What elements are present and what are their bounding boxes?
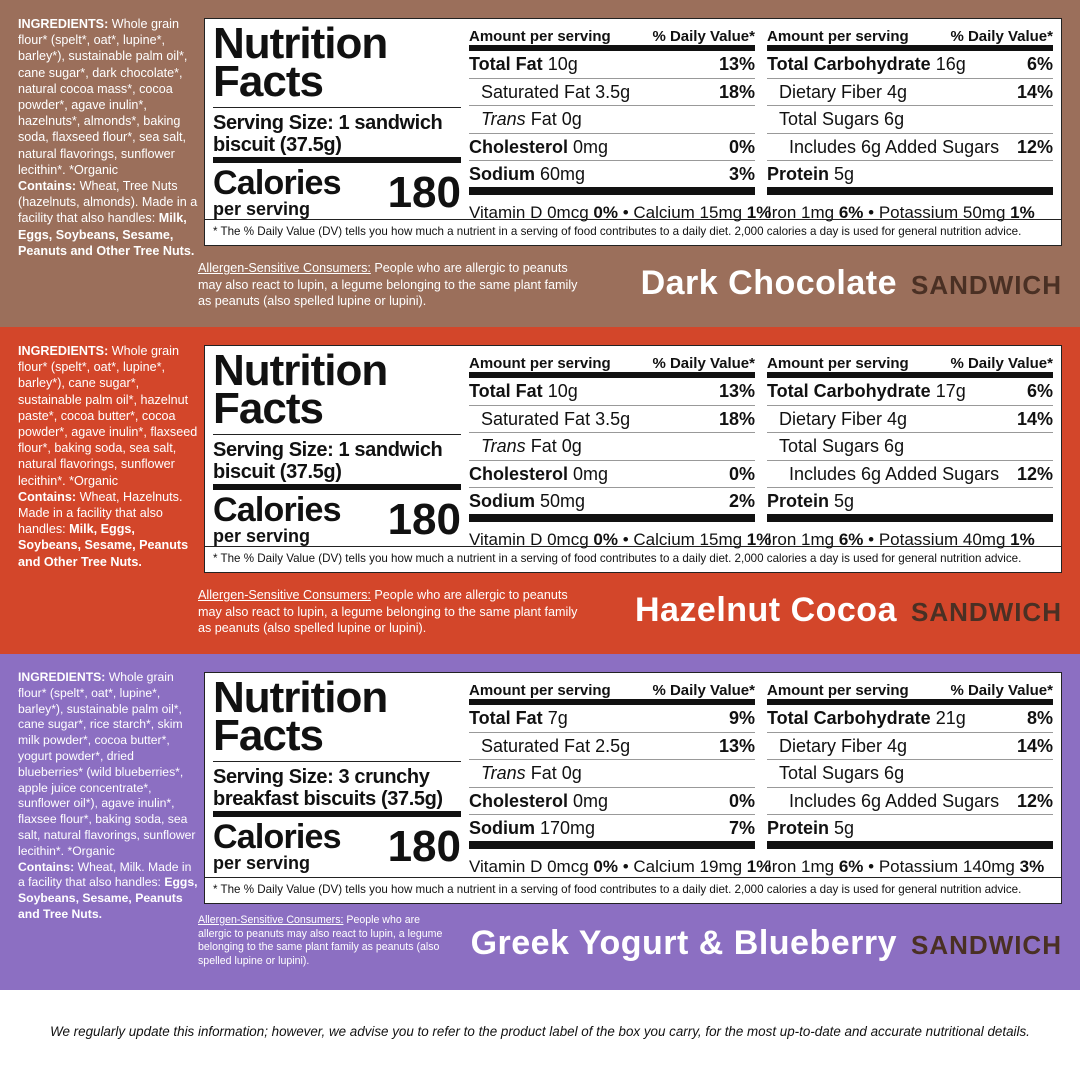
saturated-fat-row-dv: 18% xyxy=(718,81,755,102)
sodium-row xyxy=(469,488,755,522)
daily-value-header: % Daily Value* xyxy=(652,28,755,45)
added-sugars-row-dv: 12% xyxy=(1016,463,1053,484)
column-header xyxy=(767,25,1053,51)
sodium-row xyxy=(469,815,755,849)
protein-row-name xyxy=(767,488,854,514)
cholesterol-row xyxy=(469,461,755,489)
trans-fat-row-name xyxy=(469,106,582,133)
total-fat-amount: 10g xyxy=(547,381,578,401)
title-line-1: Nutrition xyxy=(213,19,388,68)
total-fat-row xyxy=(469,378,755,406)
total-fat-row-dv: 13% xyxy=(718,381,755,401)
vitamins-right xyxy=(767,855,1044,879)
saturated-fat-row-name xyxy=(469,406,630,433)
calories-value: 180 xyxy=(387,168,461,217)
iron: Iron 1mg xyxy=(767,857,835,876)
ingredients-block xyxy=(18,670,198,923)
title-line-1: Nutrition xyxy=(213,673,388,722)
nutrition-facts-panel xyxy=(204,345,1062,573)
contains-text: Wheat, Tree Nuts (hazelnuts, almonds). Made in a facility that also handles: xyxy=(18,179,198,226)
vitamin-d: Vitamin D 0mcg xyxy=(469,530,589,549)
cholesterol-row xyxy=(469,788,755,816)
band-dark-chocolate xyxy=(0,0,1080,327)
calcium: • Calcium 15mg xyxy=(622,530,743,549)
total-fat-row-dv: 9% xyxy=(728,708,755,728)
saturated-fat-row-dv: 18% xyxy=(718,408,755,429)
fiber-row xyxy=(767,79,1053,107)
potassium-dv: 3% xyxy=(1019,857,1045,876)
iron-dv: 6% xyxy=(838,203,864,222)
fiber-amount: 4g xyxy=(887,408,908,429)
daily-value-header: % Daily Value* xyxy=(950,28,1053,45)
trans-fat-row-name xyxy=(469,760,582,787)
calories-block xyxy=(213,811,461,871)
added-sugars: Includes 6g Added Sugars xyxy=(789,463,1000,484)
daily-value-header: % Daily Value* xyxy=(652,682,755,699)
carbohydrate-row xyxy=(767,705,1053,733)
flavor-name: Dark Chocolate xyxy=(640,264,897,302)
ingredients-text: Whole grain flour* (spelt*, oat*, lupine*, barley*), cane sugar*, sustainable palm oil*, hazelnut paste*, cocoa butter*, cocoa powder*, agave inulin*, flaxseed flour*, baking soda, sea salt, natural flavorings, sunflower lecithin*. *Organic xyxy=(18,344,198,488)
allergen-notice xyxy=(198,587,578,637)
cholesterol-label: Cholesterol xyxy=(469,136,569,157)
contains-allergens: Milk, Eggs, Soybeans, Sesame, Peanuts and Other Tree Nuts. xyxy=(18,211,195,258)
daily-value-header: % Daily Value* xyxy=(652,355,755,372)
saturated-fat-row xyxy=(469,79,755,107)
potassium: • Potassium 50mg xyxy=(868,203,1006,222)
contains-allergens: Eggs, Soybeans, Sesame, Peanuts and Tree Nuts. xyxy=(18,875,198,921)
contains-label: Contains: xyxy=(18,179,77,194)
flavor-type: SANDWICH xyxy=(911,270,1062,300)
fiber-row xyxy=(767,406,1053,434)
fiber-row xyxy=(767,733,1053,761)
title-line-2: Facts xyxy=(213,57,323,106)
flavor-type: SANDWICH xyxy=(911,597,1062,627)
calcium-dv: 1% xyxy=(746,203,772,222)
ingredients-block xyxy=(18,343,198,570)
allergen-notice xyxy=(198,260,578,310)
ingredients-block xyxy=(18,16,198,259)
flavor-type: SANDWICH xyxy=(911,930,1062,960)
added-sugars-row-name xyxy=(767,134,999,161)
band-hazelnut-cocoa xyxy=(0,327,1080,654)
cholesterol-row-name xyxy=(469,788,608,815)
title-line-1: Nutrition xyxy=(213,346,388,395)
calories-block xyxy=(213,484,461,544)
sodium-label: Sodium xyxy=(469,164,535,184)
carbohydrate-row-name xyxy=(767,51,966,78)
allergen-text: People who are allergic to peanuts may also react to lupin, a legume belonging to the same plant family as peanuts (also spelled lupine or lupini). xyxy=(198,914,443,967)
sodium-label: Sodium xyxy=(469,491,535,511)
band-greek-yogurt-blueberry xyxy=(0,654,1080,990)
potassium: • Potassium 140mg xyxy=(868,857,1015,876)
carbohydrate-row-name xyxy=(767,378,966,405)
nutrients-right-column xyxy=(767,25,1053,195)
flavor-heading xyxy=(471,924,1062,963)
amount-per-serving-header: Amount per serving xyxy=(767,28,909,45)
calcium-dv: 1% xyxy=(746,530,772,549)
sodium-row-dv: 2% xyxy=(728,491,755,511)
vitamin-d: Vitamin D 0mcg xyxy=(469,203,589,222)
carbohydrate-row xyxy=(767,51,1053,79)
calories-value: 180 xyxy=(387,822,461,871)
amount-per-serving-header: Amount per serving xyxy=(469,355,611,372)
added-sugars-row-dv: 12% xyxy=(1016,136,1053,157)
nutrition-facts-title xyxy=(213,19,463,106)
trans-label: Trans xyxy=(481,109,526,129)
protein-row xyxy=(767,161,1053,195)
sodium-row-name xyxy=(469,815,595,841)
cholesterol-row-name xyxy=(469,461,608,488)
added-sugars-row-name xyxy=(767,461,999,488)
saturated-fat-row-dv: 13% xyxy=(718,735,755,756)
cholesterol-amount: 0mg xyxy=(573,790,609,811)
daily-value-footnote: * The % Daily Value (DV) tells you how much a nutrient in a serving of food contributes to a daily diet. 2,000 calories a day is used for general nutrition advice. xyxy=(205,219,1061,245)
sodium-row-dv: 3% xyxy=(728,164,755,184)
nutrients-right-column xyxy=(767,352,1053,522)
carbohydrate-row xyxy=(767,378,1053,406)
calcium-dv: 1% xyxy=(746,857,772,876)
calcium: • Calcium 19mg xyxy=(622,857,743,876)
carbohydrate-row-dv: 8% xyxy=(1026,708,1053,728)
daily-value-footnote: * The % Daily Value (DV) tells you how much a nutrient in a serving of food contributes to a daily diet. 2,000 calories a day is used for general nutrition advice. xyxy=(205,546,1061,572)
saturated-fat-label: Saturated Fat xyxy=(481,81,591,102)
total-fat-row-dv: 13% xyxy=(718,54,755,74)
sodium-row-dv: 7% xyxy=(728,818,755,838)
protein-row xyxy=(767,815,1053,849)
iron: Iron 1mg xyxy=(767,530,835,549)
carbohydrate-amount: 21g xyxy=(935,708,966,728)
cholesterol-amount: 0mg xyxy=(573,136,609,157)
ingredients-label: INGREDIENTS: xyxy=(18,670,106,684)
fiber-amount: 4g xyxy=(887,735,908,756)
potassium-dv: 1% xyxy=(1010,203,1035,222)
saturated-fat-row xyxy=(469,733,755,761)
total-fat-label: Total Fat xyxy=(469,708,543,728)
cholesterol-row xyxy=(469,134,755,162)
total-sugars: Total Sugars 6g xyxy=(779,436,905,456)
carbohydrate-label: Total Carbohydrate xyxy=(767,381,931,401)
fiber-row-dv: 14% xyxy=(1016,408,1053,429)
ingredients-label: INGREDIENTS: xyxy=(18,344,109,358)
cholesterol-label: Cholesterol xyxy=(469,463,569,484)
calcium: • Calcium 15mg xyxy=(622,203,743,222)
flavor-name: Greek Yogurt & Blueberry xyxy=(470,924,897,962)
carbohydrate-label: Total Carbohydrate xyxy=(767,54,931,74)
cholesterol-row-dv: 0% xyxy=(728,790,755,811)
added-sugars-row xyxy=(767,134,1053,162)
sugars-row xyxy=(767,760,1053,788)
sugars-row xyxy=(767,106,1053,134)
sodium-row-name xyxy=(469,488,585,514)
iron-dv: 6% xyxy=(838,857,864,876)
sodium-row xyxy=(469,161,755,195)
calories-label: Calories xyxy=(213,818,341,856)
amount-per-serving-header: Amount per serving xyxy=(469,682,611,699)
protein-amount: 5g xyxy=(834,818,855,838)
calories-value: 180 xyxy=(387,495,461,544)
trans-fat-row xyxy=(469,106,755,134)
allergen-label: Allergen-Sensitive Consumers: xyxy=(198,588,371,602)
amount-per-serving-header: Amount per serving xyxy=(767,355,909,372)
fiber-label: Dietary Fiber xyxy=(779,81,883,102)
daily-value-footnote: * The % Daily Value (DV) tells you how much a nutrient in a serving of food contributes to a daily diet. 2,000 calories a day is used for general nutrition advice. xyxy=(205,877,1061,903)
allergen-label: Allergen-Sensitive Consumers: xyxy=(198,261,371,275)
calories-sub-label: per serving xyxy=(213,199,311,219)
trans-label: Trans xyxy=(481,436,526,456)
sodium-label: Sodium xyxy=(469,818,535,838)
column-header xyxy=(469,679,755,705)
disclaimer-text: We regularly update this information; however, we advise you to refer to the product label of the box you carry, for the most up-to-date and accurate nutritional details. xyxy=(50,1024,1030,1039)
iron: Iron 1mg xyxy=(767,203,835,222)
protein-row xyxy=(767,488,1053,522)
added-sugars: Includes 6g Added Sugars xyxy=(789,136,1000,157)
flavor-name: Hazelnut Cocoa xyxy=(634,591,897,629)
nutrition-facts-title xyxy=(213,673,463,760)
fiber-label: Dietary Fiber xyxy=(779,735,883,756)
trans-fat-amount: Fat 0g xyxy=(530,436,582,456)
saturated-fat-label: Saturated Fat xyxy=(481,408,591,429)
nutrition-facts-panel xyxy=(204,18,1062,246)
sodium-row-name xyxy=(469,161,585,187)
carbohydrate-row-dv: 6% xyxy=(1026,54,1053,74)
trans-fat-amount: Fat 0g xyxy=(530,763,582,783)
added-sugars-row xyxy=(767,788,1053,816)
added-sugars-row xyxy=(767,461,1053,489)
calories-label: Calories xyxy=(213,164,341,202)
daily-value-header: % Daily Value* xyxy=(950,355,1053,372)
potassium: • Potassium 40mg xyxy=(868,530,1006,549)
total-fat-row-name xyxy=(469,378,578,405)
vitamin-d: Vitamin D 0mcg xyxy=(469,857,589,876)
sodium-amount: 60mg xyxy=(540,164,586,184)
protein-amount: 5g xyxy=(834,164,855,184)
added-sugars: Includes 6g Added Sugars xyxy=(789,790,1000,811)
allergen-label: Allergen-Sensitive Consumers: xyxy=(198,914,344,926)
vitamins-left xyxy=(469,855,771,879)
flavor-heading xyxy=(635,591,1062,630)
nutrients-right-column xyxy=(767,679,1053,849)
column-header xyxy=(767,679,1053,705)
flavor-heading xyxy=(641,264,1062,303)
total-fat-label: Total Fat xyxy=(469,54,543,74)
trans-label: Trans xyxy=(481,763,526,783)
protein-label: Protein xyxy=(767,491,830,511)
protein-label: Protein xyxy=(767,164,830,184)
cholesterol-amount: 0mg xyxy=(573,463,609,484)
carbohydrate-label: Total Carbohydrate xyxy=(767,708,931,728)
amount-per-serving-header: Amount per serving xyxy=(469,28,611,45)
contains-label: Contains: xyxy=(18,859,75,874)
allergen-text: People who are allergic to peanuts may also react to lupin, a legume belonging to the same plant family as peanuts (also spelled lupine or lupini). xyxy=(198,261,578,308)
sugars-row-name xyxy=(767,106,904,133)
total-fat-amount: 7g xyxy=(547,708,568,728)
total-fat-row xyxy=(469,705,755,733)
trans-fat-row xyxy=(469,433,755,461)
contains-allergens: Milk, Eggs, Soybeans, Sesame, Peanuts and Other Tree Nuts. xyxy=(18,522,189,569)
nutrients-left-column xyxy=(469,25,755,195)
ingredients-text: Whole grain flour* (spelt*, oat*, lupine*, barley*), sustainable palm oil*, cane sugar*, dark chocolate*, natural cocoa mass*, cocoa powder*, agave inulin*, hazelnuts*, almonds*, baking soda, flaxseed flour*, sea salt, natural flavorings, sunflower lecithin*. *Organic xyxy=(18,17,188,177)
sodium-amount: 170mg xyxy=(540,818,596,838)
carbohydrate-amount: 17g xyxy=(935,381,966,401)
serving-size: Serving Size: 1 sandwich biscuit (37.5g) xyxy=(213,434,461,483)
added-sugars-row-name xyxy=(767,788,999,815)
total-fat-amount: 10g xyxy=(547,54,578,74)
saturated-fat-amount: 3.5g xyxy=(595,408,631,429)
sugars-row xyxy=(767,433,1053,461)
serving-size: Serving Size: 3 crunchy breakfast biscuits (37.5g) xyxy=(213,761,461,810)
protein-label: Protein xyxy=(767,818,830,838)
fiber-row-dv: 14% xyxy=(1016,735,1053,756)
ingredients-label: INGREDIENTS: xyxy=(18,17,109,31)
calories-label: Calories xyxy=(213,491,341,529)
total-sugars: Total Sugars 6g xyxy=(779,763,905,783)
sugars-row-name xyxy=(767,760,904,787)
cholesterol-row-dv: 0% xyxy=(728,463,755,484)
cholesterol-row-name xyxy=(469,134,608,161)
protein-amount: 5g xyxy=(834,491,855,511)
daily-value-header: % Daily Value* xyxy=(950,682,1053,699)
fiber-row-dv: 14% xyxy=(1016,81,1053,102)
contains-label: Contains: xyxy=(18,489,77,504)
trans-fat-amount: Fat 0g xyxy=(530,109,582,129)
potassium-dv: 1% xyxy=(1010,530,1035,549)
fiber-row-name xyxy=(767,79,907,106)
trans-fat-row xyxy=(469,760,755,788)
calories-sub-label: per serving xyxy=(213,526,311,546)
allergen-text: People who are allergic to peanuts may also react to lupin, a legume belonging to the same plant family as peanuts (also spelled lupine or lupini). xyxy=(198,588,578,635)
saturated-fat-amount: 3.5g xyxy=(595,81,631,102)
saturated-fat-row-name xyxy=(469,733,630,760)
calories-sub-label: per serving xyxy=(213,853,311,873)
trans-fat-row-name xyxy=(469,433,582,460)
sodium-amount: 50mg xyxy=(540,491,586,511)
nutrition-facts-title xyxy=(213,346,463,433)
column-header xyxy=(469,25,755,51)
saturated-fat-label: Saturated Fat xyxy=(481,735,591,756)
cholesterol-row-dv: 0% xyxy=(728,136,755,157)
nutrition-facts-panel xyxy=(204,672,1062,904)
saturated-fat-row xyxy=(469,406,755,434)
fiber-label: Dietary Fiber xyxy=(779,408,883,429)
vitamin-d-dv: 0% xyxy=(593,530,618,549)
fiber-row-name xyxy=(767,733,907,760)
saturated-fat-amount: 2.5g xyxy=(595,735,631,756)
fiber-row-name xyxy=(767,406,907,433)
protein-row-name xyxy=(767,161,854,187)
column-header xyxy=(469,352,755,378)
ingredients-text: Whole grain flour* (spelt*, oat*, lupine*, barley*), sustainable palm oil*, cane sugar*, rice starch*, skim milk powder*, cocoa butter*, yogurt powder*, dried blueberries* (wild blueberries*, apple juice concentrate*, sunflower oil*), agave inulin*, flaxsee flour*, baking soda, sea salt, natural flavorings, sunflower lecithin*. *Organic xyxy=(18,670,196,858)
amount-per-serving-header: Amount per serving xyxy=(767,682,909,699)
total-fat-row-name xyxy=(469,51,578,78)
nutrients-left-column xyxy=(469,352,755,522)
column-header xyxy=(767,352,1053,378)
allergen-notice xyxy=(198,914,448,968)
total-fat-row-name xyxy=(469,705,568,732)
total-fat-label: Total Fat xyxy=(469,381,543,401)
protein-row-name xyxy=(767,815,854,841)
contains-text: Wheat, Milk. Made in a facility that also handles: xyxy=(18,859,192,890)
title-line-2: Facts xyxy=(213,711,323,760)
total-sugars: Total Sugars 6g xyxy=(779,109,905,129)
added-sugars-row-dv: 12% xyxy=(1016,790,1053,811)
vitamin-d-dv: 0% xyxy=(593,203,618,222)
title-line-2: Facts xyxy=(213,384,323,433)
carbohydrate-row-name xyxy=(767,705,966,732)
contains-text: Wheat, Hazelnuts. Made in a facility that also handles: xyxy=(18,489,183,537)
calories-block xyxy=(213,157,461,217)
saturated-fat-row-name xyxy=(469,79,630,106)
total-fat-row xyxy=(469,51,755,79)
carbohydrate-row-dv: 6% xyxy=(1026,381,1053,401)
iron-dv: 6% xyxy=(838,530,864,549)
fiber-amount: 4g xyxy=(887,81,908,102)
serving-size: Serving Size: 1 sandwich biscuit (37.5g) xyxy=(213,107,461,156)
cholesterol-label: Cholesterol xyxy=(469,790,569,811)
sugars-row-name xyxy=(767,433,904,460)
nutrients-left-column xyxy=(469,679,755,849)
carbohydrate-amount: 16g xyxy=(935,54,966,74)
vitamin-d-dv: 0% xyxy=(593,857,618,876)
